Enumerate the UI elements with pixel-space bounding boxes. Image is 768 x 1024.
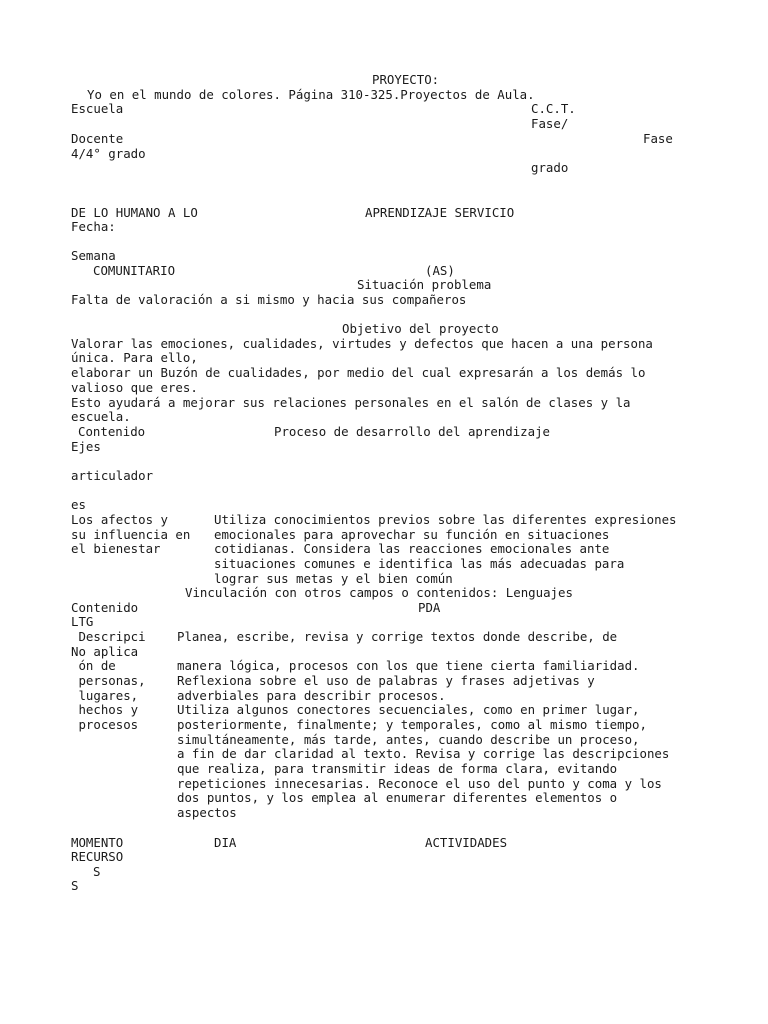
date-label: Fecha: bbox=[71, 219, 116, 234]
process-cell-line: lograr sus metas y el bien común bbox=[214, 571, 453, 586]
process-cell-line: Utiliza conocimientos previos sobre las diferentes expresiones bbox=[214, 512, 677, 527]
day-header: DIA bbox=[214, 835, 237, 850]
linkage-content-line: ón de bbox=[71, 658, 116, 673]
fase-label: Fase bbox=[643, 131, 673, 146]
pda-line: manera lógica, procesos con los que tiene cierta familiaridad. bbox=[177, 658, 640, 673]
pda-line: adverbiales para describir procesos. bbox=[177, 688, 446, 703]
objective-line: elaborar un Buzón de cualidades, por medio del cual expresarán a los demás lo bbox=[71, 365, 646, 380]
linkage-content-line: personas, bbox=[71, 673, 146, 688]
linkage-content-header: Contenido bbox=[71, 600, 139, 615]
school-label: Escuela bbox=[71, 101, 124, 116]
content-cell-line: Los afectos y bbox=[71, 512, 168, 527]
content-cell-line: el bienestar bbox=[71, 541, 161, 556]
linkage-content-line: Descripci bbox=[71, 629, 146, 644]
fase-slash-label: Fase/ bbox=[531, 116, 569, 131]
axes-header: Ejes bbox=[71, 439, 101, 454]
methodology-line1: APRENDIZAJE SERVICIO bbox=[365, 205, 515, 220]
objective-line: escuela. bbox=[71, 409, 131, 424]
cct-label: C.C.T. bbox=[531, 101, 576, 116]
situation-heading: Situación problema bbox=[357, 277, 492, 292]
process-cell-line: emocionales para aprovechar su función en situaciones bbox=[214, 527, 610, 542]
pda-line: Reflexiona sobre el uso de palabras y frases adjetivas y bbox=[177, 673, 595, 688]
pda-line: Planea, escribe, revisa y corrige textos donde describe, de bbox=[177, 629, 618, 644]
project-name: Yo en el mundo de colores. Página 310-325.Proyectos de Aula. bbox=[87, 87, 535, 102]
linkage-heading: Vinculación con otros campos o contenidos: Lenguajes bbox=[185, 585, 573, 600]
axes-header: es bbox=[71, 497, 86, 512]
content-header: Contenido bbox=[78, 424, 146, 439]
linkage-content-line: procesos bbox=[71, 717, 139, 732]
objective-line: valioso que eres. bbox=[71, 380, 198, 395]
project-title: PROYECTO: bbox=[372, 72, 440, 87]
process-header: Proceso de desarrollo del aprendizaje bbox=[274, 424, 551, 439]
pda-line: repeticiones innecesarias. Reconoce el uso del punto y coma y los bbox=[177, 776, 662, 791]
pda-line: que realiza, para transmitir ideas de forma clara, evitando bbox=[177, 761, 618, 776]
methodology-line2: (AS) bbox=[425, 263, 455, 278]
pda-line: simultáneamente, más tarde, antes, cuando describe un proceso, bbox=[177, 732, 640, 747]
phase-grade-value: 4/4° grado bbox=[71, 146, 146, 161]
process-cell-line: cotidianas. Considera las reacciones emocionales ante bbox=[214, 541, 610, 556]
resources-header-s2: S bbox=[71, 878, 79, 893]
linkage-content-line: lugares, bbox=[71, 688, 139, 703]
situation-text: Falta de valoración a si mismo y hacia sus compañeros bbox=[71, 292, 467, 307]
objective-line: única. Para ello, bbox=[71, 350, 198, 365]
pda-line: posteriormente, finalmente; y temporales, como al mismo tiempo, bbox=[177, 717, 647, 732]
objective-line: Esto ayudará a mejorar sus relaciones personales en el salón de clases y la bbox=[71, 395, 631, 410]
objective-heading: Objetivo del proyecto bbox=[342, 321, 499, 336]
pda-line: aspectos bbox=[177, 805, 237, 820]
axes-header: articulador bbox=[71, 468, 154, 483]
pda-header: PDA bbox=[418, 600, 441, 615]
pda-line: dos puntos, y los emplea al enumerar diferentes elementos o bbox=[177, 790, 618, 805]
content-cell-line: su influencia en bbox=[71, 527, 191, 542]
process-cell-line: situaciones comunes e identifica las más adecuadas para bbox=[214, 556, 625, 571]
campo-formativo-line1: DE LO HUMANO A LO bbox=[71, 205, 198, 220]
grade-label: grado bbox=[531, 160, 569, 175]
week-label: Semana bbox=[71, 248, 116, 263]
resources-header-s1: S bbox=[93, 864, 101, 879]
campo-formativo-line2: COMUNITARIO bbox=[93, 263, 176, 278]
moment-header: MOMENTO bbox=[71, 835, 124, 850]
resources-header: RECURSO bbox=[71, 849, 124, 864]
activities-header: ACTIVIDADES bbox=[425, 835, 508, 850]
pda-line: a fin de dar claridad al texto. Revisa y corrige las descripciones bbox=[177, 746, 670, 761]
ltg-value: No aplica bbox=[71, 644, 139, 659]
objective-line: Valorar las emociones, cualidades, virtudes y defectos que hacen a una persona bbox=[71, 336, 653, 351]
linkage-content-line: hechos y bbox=[71, 702, 139, 717]
teacher-label: Docente bbox=[71, 131, 124, 146]
ltg-header: LTG bbox=[71, 614, 94, 629]
pda-line: Utiliza algunos conectores secuenciales, como en primer lugar, bbox=[177, 702, 640, 717]
